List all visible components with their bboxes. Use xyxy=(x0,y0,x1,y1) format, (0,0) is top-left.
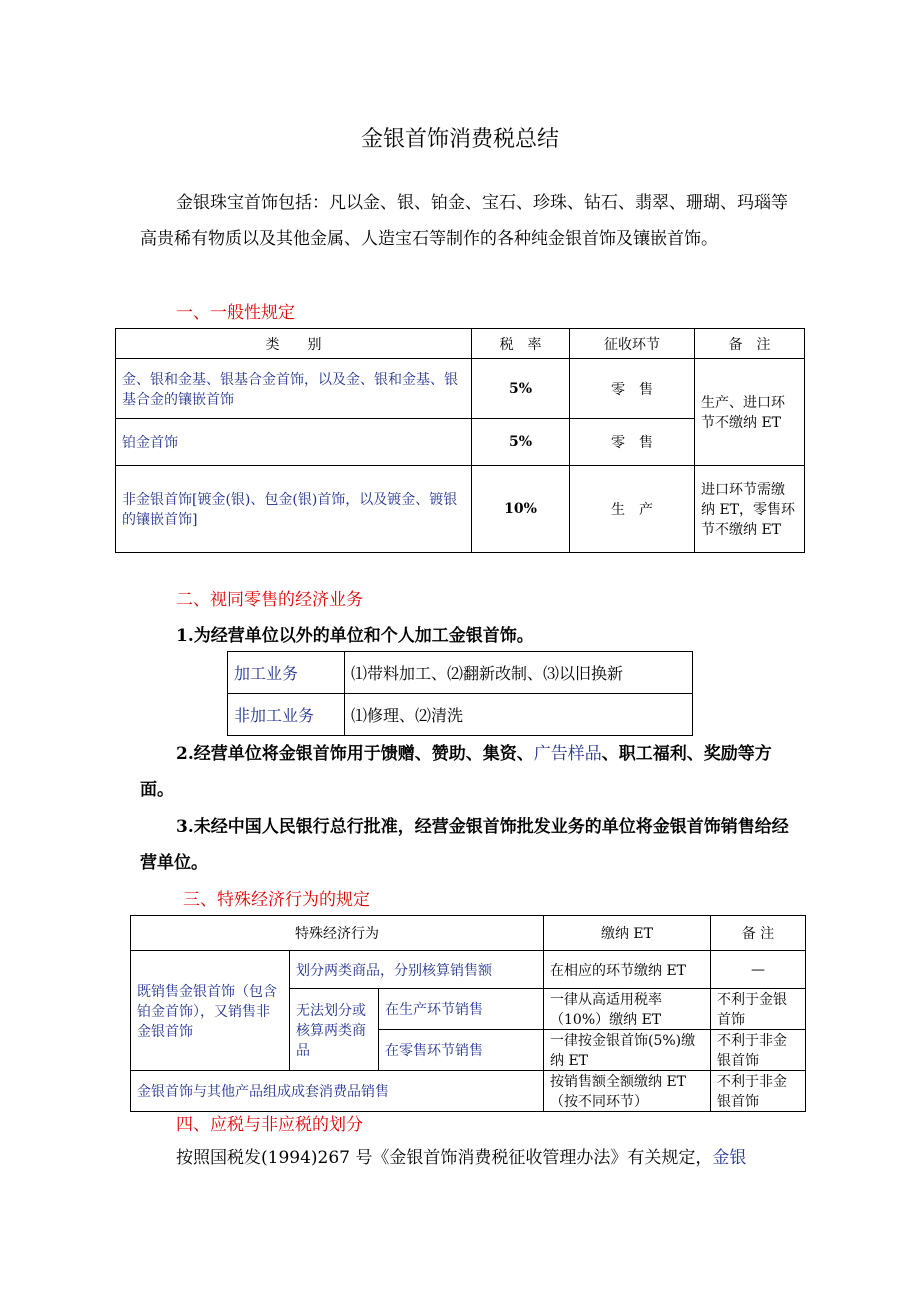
table-row xyxy=(131,1071,806,1112)
section2-item3: 3.未经中国人民银行总行批准，经营金银首饰批发业务的单位将金银首饰销售给经营单位。 xyxy=(140,817,789,873)
note-cell-merged: 生产、进口环节不缴纳 ET xyxy=(695,359,805,466)
sub2-label-cell: 无法划分或核算两类商品 xyxy=(290,989,379,1071)
stage-cell: 生 产 xyxy=(570,466,695,553)
sub2b-cell: 在零售环节销售 xyxy=(379,1030,544,1071)
section4-text: 按照国税发(1994)267 号《金银首饰消费税征收管理办法》有关规定， xyxy=(176,1148,713,1168)
sub1-note-cell: — xyxy=(711,951,806,989)
table-row xyxy=(116,359,805,419)
sub2a-tax-cell: 一律从高适用税率（10%）缴纳 ET xyxy=(544,989,711,1030)
page-title: 金银首饰消费税总结 xyxy=(360,127,559,152)
stage-cell: 零 售 xyxy=(570,359,695,419)
non-processing-value: ⑴修理、⑵清洗 xyxy=(345,694,693,736)
sub2b-note-cell: 不利于非金银首饰 xyxy=(711,1030,806,1071)
header-rate: 税 率 xyxy=(472,329,570,359)
table-row xyxy=(131,951,806,989)
last-note-cell: 不利于非金银首饰 xyxy=(711,1071,806,1112)
header-note: 备 注 xyxy=(695,329,805,359)
section4-heading: 四、应税与非应税的划分 xyxy=(176,1115,363,1135)
item2-highlight: 广告样品 xyxy=(533,744,602,764)
general-rules-table xyxy=(115,328,805,553)
stage-cell: 零 售 xyxy=(570,419,695,466)
section3-heading: 三、特殊经济行为的规定 xyxy=(183,890,370,910)
rate-cell: 10% xyxy=(472,466,570,553)
processing-value: ⑴带料加工、⑵翻新改制、⑶以旧换新 xyxy=(345,652,693,694)
sub2a-cell: 在生产环节销售 xyxy=(379,989,544,1030)
header-category: 类 别 xyxy=(116,329,472,359)
header-note: 备 注 xyxy=(711,916,806,951)
processing-label: 加工业务 xyxy=(228,652,345,694)
table-row xyxy=(228,652,693,694)
special-behavior-table xyxy=(130,915,806,1112)
section4-paragraph xyxy=(140,1140,820,1176)
header-behavior: 特殊经济行为 xyxy=(131,916,544,951)
last-label-cell: 金银首饰与其他产品组成成套消费品销售 xyxy=(131,1071,544,1112)
section2-heading: 二、视同零售的经济业务 xyxy=(176,590,363,610)
intro-paragraph: 金银珠宝首饰包括：凡以金、银、铂金、宝石、珍珠、钻石、翡翠、珊瑚、玛瑙等高贵稀有物质以及其他金属、人造宝石等制作的各种纯金银首饰及镶嵌首饰。 xyxy=(140,193,788,249)
item2-text-before: 2.经营单位将金银首饰用于馈赠、赞助、集资、 xyxy=(176,744,534,764)
note-cell: 进口环节需缴纳 ET，零售环节不缴纳 ET xyxy=(695,466,805,553)
non-processing-label: 非加工业务 xyxy=(228,694,345,736)
rate-cell: 5% xyxy=(472,359,570,419)
table-row xyxy=(116,466,805,553)
table-header-row xyxy=(116,329,805,359)
sub1-cell: 划分两类商品，分别核算销售额 xyxy=(290,951,544,989)
section2-item1: 1.为经营单位以外的单位和个人加工金银首饰。 xyxy=(176,626,534,646)
sub2a-note-cell: 不利于金银首饰 xyxy=(711,989,806,1030)
section4-highlight: 金银 xyxy=(712,1148,747,1168)
processing-table xyxy=(227,651,693,736)
group-label-cell: 既销售金银首饰（包含铂金首饰），又销售非金银首饰 xyxy=(131,951,290,1071)
section1-heading: 一、一般性规定 xyxy=(176,303,295,323)
category-cell: 金、银和金基、银基合金首饰，以及金、银和金基、银基合金的镶嵌首饰 xyxy=(116,359,472,419)
section2-item2 xyxy=(140,736,800,808)
sub2b-tax-cell: 一律按金银首饰(5%)缴纳 ET xyxy=(544,1030,711,1071)
sub1-tax-cell: 在相应的环节缴纳 ET xyxy=(544,951,711,989)
item2-text-after: 、职工福利、奖励等方面。 xyxy=(140,744,772,800)
category-cell: 非金银首饰[镀金(银)、包金(银)首饰，以及镀金、镀银的镶嵌首饰] xyxy=(116,466,472,553)
category-cell: 铂金首饰 xyxy=(116,419,472,466)
table-header-row xyxy=(131,916,806,951)
rate-cell: 5% xyxy=(472,419,570,466)
header-tax: 缴纳 ET xyxy=(544,916,711,951)
header-stage: 征收环节 xyxy=(570,329,695,359)
table-row xyxy=(228,694,693,736)
last-tax-cell: 按销售额全额缴纳 ET（按不同环节） xyxy=(544,1071,711,1112)
